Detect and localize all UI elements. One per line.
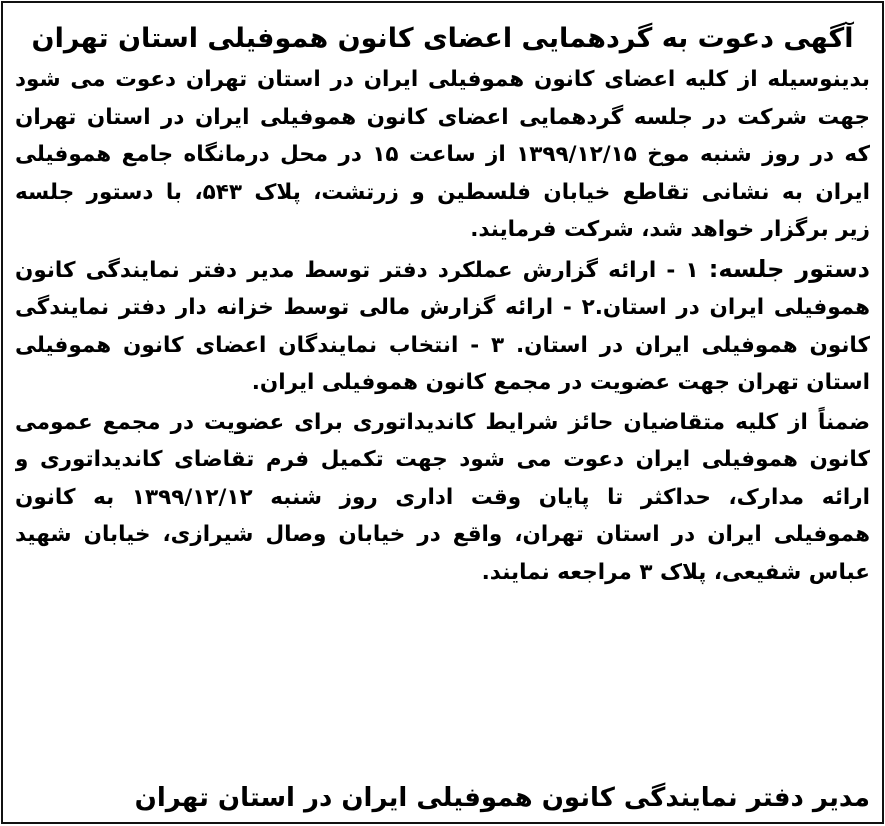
candidates-line: عباس شفیعی، پلاک ۳ مراجعه نمایند.: [481, 559, 870, 585]
agenda-line: کانون هموفیلی ایران در استان. ۳ - انتخاب نمایندگان اعضای کانون هموفیلی: [15, 332, 870, 358]
agenda-line: هموفیلی ایران در استان.۲ - ارائه گزارش مالی توسط خزانه دار دفتر نمایندگی: [15, 295, 870, 320]
agenda-label: دستور جلسه:: [708, 254, 870, 283]
agenda-item-text: ۱ - ارائه گزارش عملکرد دفتر توسط مدیر دفتر نمایندگی کانون: [15, 257, 699, 283]
candidates-line: کانون هموفیلی ایران دعوت می شود جهت تکمیل فرم تقاضای کاندیداتوری و: [15, 447, 870, 472]
invitation-line: بدینوسیله از کلیه اعضای کانون هموفیلی ایران در استان تهران دعوت می شود: [15, 67, 870, 92]
notice-title: آگهی دعوت به گردهمایی اعضای کانون هموفیلی استان تهران: [31, 23, 854, 54]
invitation-paragraph: [15, 61, 870, 249]
signature: مدیر دفتر نمایندگی کانون هموفیلی ایران در استان تهران: [134, 783, 870, 813]
candidates-line: هموفیلی ایران در استان تهران، واقع در خیابان وصال شیرازی، خیابان شهید: [15, 522, 870, 547]
invitation-line: زیر برگزار خواهد شد، شرکت فرمایند.: [470, 217, 870, 242]
candidates-line: ضمناً از کلیه متقاضیان حائز شرایط کاندیداتوری برای عضویت در مجمع عمومی: [15, 409, 870, 435]
notice-box: [1, 1, 884, 824]
invitation-line: که در روز شنبه موخ ۱۳۹۹/۱۲/۱۵ از ساعت ۱۵ در محل درمانگاه جامع هموفیلی: [15, 142, 870, 167]
agenda-line: [15, 251, 870, 290]
agenda-line: استان تهران جهت عضویت در مجمع کانون هموفیلی ایران.: [251, 370, 870, 395]
agenda-paragraph: [15, 251, 870, 402]
invitation-line: ایران به نشانی تقاطع خیابان فلسطین و زرتشت، پلاک ۵۴۳، با دستور جلسه: [15, 179, 870, 205]
invitation-line: جهت شرکت در جلسه گردهمایی اعضای کانون هموفیلی ایران در استان تهران: [15, 104, 870, 130]
candidates-line: ارائه مدارک، حداکثر تا پایان وقت اداری روز شنبه ۱۳۹۹/۱۲/۱۲ به کانون: [15, 484, 870, 510]
candidates-paragraph: [15, 404, 870, 592]
